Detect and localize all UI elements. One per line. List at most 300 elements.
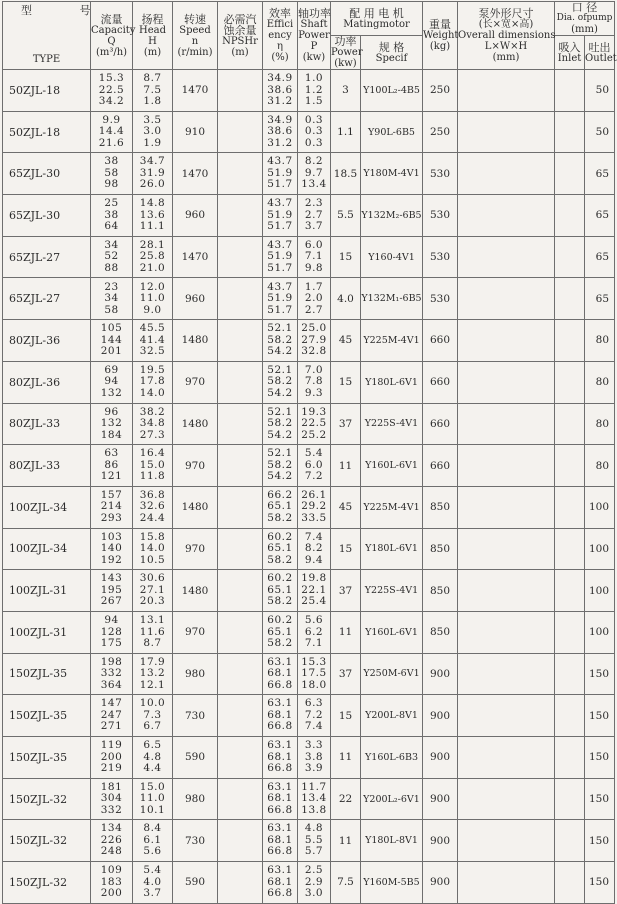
capacity-values bbox=[91, 320, 133, 362]
cell-value: 140 bbox=[100, 542, 123, 555]
cell-value: 183 bbox=[100, 875, 123, 888]
inlet-value bbox=[555, 695, 585, 737]
cell-value: 54.2 bbox=[267, 470, 293, 483]
table-row bbox=[3, 778, 615, 820]
pump-type: 150ZJL-35 bbox=[3, 653, 91, 695]
cell-value: 26.0 bbox=[139, 178, 166, 191]
outlet-value: 150 bbox=[585, 695, 615, 737]
head-values bbox=[133, 445, 173, 487]
weight-value: 660 bbox=[423, 361, 458, 403]
inlet-value bbox=[555, 611, 585, 653]
cell-value: 60.2 bbox=[267, 530, 293, 543]
cell-value: 271 bbox=[100, 720, 123, 733]
header-dimensions: 泵外形尺寸 (长×宽×高) Overall dimensions L×W×H (mm) bbox=[458, 2, 555, 70]
cell-value: 11.6 bbox=[139, 625, 166, 638]
speed-value: 1480 bbox=[173, 486, 218, 528]
speed-value: 970 bbox=[173, 361, 218, 403]
npshr-value bbox=[218, 653, 263, 695]
cell-value: 5.4 bbox=[143, 864, 162, 877]
header-shaft-power: 轴功率 Shaft Power P (kw) bbox=[298, 2, 331, 70]
table-row bbox=[3, 361, 615, 403]
cell-value: 4.4 bbox=[143, 762, 162, 775]
table-row bbox=[3, 445, 615, 487]
speed-value: 1470 bbox=[173, 153, 218, 195]
header-outlet: 吐出 Outlet bbox=[585, 36, 615, 70]
capacity-values bbox=[91, 445, 133, 487]
cell-value: 200 bbox=[100, 750, 123, 763]
cell-value: 0.3 bbox=[304, 125, 324, 138]
shaft-power-values bbox=[298, 445, 331, 487]
speed-value: 1470 bbox=[173, 70, 218, 112]
motor-model-value: Y132M₂-6B5 bbox=[361, 195, 423, 237]
cell-value: 25.8 bbox=[139, 250, 166, 263]
cell-value: 88 bbox=[104, 261, 119, 274]
cell-value: 5.6 bbox=[304, 614, 324, 627]
cell-value: 27.3 bbox=[139, 428, 166, 441]
weight-value: 250 bbox=[423, 70, 458, 112]
cell-value: 22.5 bbox=[301, 417, 327, 430]
capacity-values bbox=[91, 403, 133, 445]
outlet-value: 150 bbox=[585, 653, 615, 695]
cell-value: 13.4 bbox=[301, 792, 327, 805]
dimensions-value bbox=[458, 70, 555, 112]
motor-power-value: 22 bbox=[331, 778, 361, 820]
cell-value: 63.1 bbox=[267, 655, 293, 668]
capacity-values bbox=[91, 528, 133, 570]
header-inlet: 吸入 Inlet bbox=[555, 36, 585, 70]
cell-value: 364 bbox=[100, 678, 123, 691]
outlet-value: 100 bbox=[585, 528, 615, 570]
outlet-value: 100 bbox=[585, 486, 615, 528]
cell-value: 10.5 bbox=[139, 553, 166, 566]
motor-power-value: 5.5 bbox=[331, 195, 361, 237]
header-motor-power: 功率 Power (kw) bbox=[331, 35, 363, 69]
motor-power-value: 11 bbox=[331, 445, 361, 487]
speed-value: 1480 bbox=[173, 570, 218, 612]
head-values bbox=[133, 528, 173, 570]
cell-value: 13.8 bbox=[301, 803, 327, 816]
weight-value: 850 bbox=[423, 486, 458, 528]
shaft-power-values bbox=[298, 695, 331, 737]
pump-type: 150ZJL-32 bbox=[3, 778, 91, 820]
shaft-power-values bbox=[298, 403, 331, 445]
outlet-value: 150 bbox=[585, 778, 615, 820]
cell-value: 5.6 bbox=[143, 845, 162, 858]
inlet-value bbox=[555, 153, 585, 195]
capacity-values bbox=[91, 695, 133, 737]
cell-value: 66.8 bbox=[267, 803, 293, 816]
speed-value: 960 bbox=[173, 278, 218, 320]
cell-value: 58.2 bbox=[267, 595, 293, 608]
weight-value: 900 bbox=[423, 862, 458, 904]
npshr-value bbox=[218, 528, 263, 570]
motor-power-value: 3 bbox=[331, 70, 361, 112]
table-row bbox=[3, 653, 615, 695]
cell-value: 11.1 bbox=[139, 220, 166, 233]
cell-value: 3.7 bbox=[304, 220, 324, 233]
cell-value: 8.7 bbox=[143, 637, 162, 650]
cell-value: 25.2 bbox=[301, 428, 327, 441]
cell-value: 38 bbox=[104, 208, 119, 221]
cell-value: 14.0 bbox=[139, 542, 166, 555]
npshr-value bbox=[218, 570, 263, 612]
outlet-value: 150 bbox=[585, 862, 615, 904]
cell-value: 9.7 bbox=[304, 166, 324, 179]
cell-value: 58.2 bbox=[267, 417, 293, 430]
cell-value: 4.0 bbox=[143, 875, 162, 888]
header-speed: 转速 Speed n (r/min) bbox=[173, 2, 218, 70]
efficiency-values bbox=[263, 403, 298, 445]
cell-value: 63.1 bbox=[267, 864, 293, 877]
pump-type: 65ZJL-30 bbox=[3, 195, 91, 237]
cell-value: 64 bbox=[104, 220, 119, 233]
cell-value: 58.2 bbox=[267, 375, 293, 388]
motor-power-value: 15 bbox=[331, 695, 361, 737]
cell-value: 0.3 bbox=[304, 113, 324, 126]
cell-value: 43.7 bbox=[267, 280, 293, 293]
efficiency-values bbox=[263, 361, 298, 403]
cell-value: 13.6 bbox=[139, 208, 166, 221]
cell-value: 63.1 bbox=[267, 822, 293, 835]
npshr-value bbox=[218, 862, 263, 904]
pump-type: 80ZJL-36 bbox=[3, 320, 91, 362]
shaft-power-values bbox=[298, 570, 331, 612]
cell-value: 68.1 bbox=[267, 708, 293, 721]
cell-value: 45.5 bbox=[139, 322, 166, 335]
cell-value: 31.9 bbox=[139, 166, 166, 179]
motor-power-value: 37 bbox=[331, 403, 361, 445]
cell-value: 43.7 bbox=[267, 155, 293, 168]
cell-value: 27.9 bbox=[301, 333, 327, 346]
header-npshr: 必需汽 蚀余量 NPSHr (m) bbox=[218, 2, 263, 70]
speed-value: 1470 bbox=[173, 236, 218, 278]
head-values bbox=[133, 153, 173, 195]
pump-type: 50ZJL-18 bbox=[3, 70, 91, 112]
cell-value: 34 bbox=[104, 292, 119, 305]
weight-value: 530 bbox=[423, 236, 458, 278]
cell-value: 184 bbox=[100, 428, 123, 441]
cell-value: 60.2 bbox=[267, 614, 293, 627]
cell-value: 28.1 bbox=[139, 238, 166, 251]
cell-value: 6.3 bbox=[304, 697, 324, 710]
pump-type: 150ZJL-32 bbox=[3, 862, 91, 904]
dimensions-value bbox=[458, 862, 555, 904]
cell-value: 51.7 bbox=[267, 220, 293, 233]
efficiency-values bbox=[263, 653, 298, 695]
table-row bbox=[3, 486, 615, 528]
cell-value: 34.2 bbox=[98, 95, 125, 108]
cell-value: 25 bbox=[104, 197, 119, 210]
cell-value: 22.5 bbox=[98, 83, 125, 96]
shaft-power-values bbox=[298, 153, 331, 195]
cell-value: 248 bbox=[100, 845, 123, 858]
cell-value: 103 bbox=[100, 530, 123, 543]
cell-value: 38.6 bbox=[267, 125, 293, 138]
npshr-value bbox=[218, 361, 263, 403]
motor-model-value: Y160L-6B3 bbox=[361, 737, 423, 779]
capacity-values bbox=[91, 236, 133, 278]
outlet-value: 150 bbox=[585, 737, 615, 779]
header-type bbox=[3, 2, 113, 70]
cell-value: 14.8 bbox=[139, 197, 166, 210]
cell-value: 5.7 bbox=[304, 845, 324, 858]
cell-value: 8.4 bbox=[143, 822, 162, 835]
pump-type: 100ZJL-34 bbox=[3, 528, 91, 570]
cell-value: 51.7 bbox=[267, 178, 293, 191]
cell-value: 7.0 bbox=[304, 363, 324, 376]
inlet-value bbox=[555, 70, 585, 112]
inlet-value bbox=[555, 486, 585, 528]
shaft-power-values bbox=[298, 361, 331, 403]
cell-value: 58.2 bbox=[267, 553, 293, 566]
cell-value: 9.9 bbox=[102, 113, 121, 126]
capacity-values bbox=[91, 820, 133, 862]
inlet-value bbox=[555, 820, 585, 862]
motor-power-value: 18.5 bbox=[331, 153, 361, 195]
cell-value: 2.7 bbox=[304, 208, 324, 221]
cell-value: 65.1 bbox=[267, 500, 293, 513]
cell-value: 98 bbox=[104, 178, 119, 191]
cell-value: 219 bbox=[100, 762, 123, 775]
outlet-value: 80 bbox=[585, 361, 615, 403]
cell-value: 17.9 bbox=[139, 655, 166, 668]
cell-value: 24.4 bbox=[139, 511, 166, 524]
dimensions-value bbox=[458, 570, 555, 612]
capacity-values bbox=[91, 278, 133, 320]
cell-value: 69 bbox=[104, 363, 119, 376]
motor-model-value: Y180L-6V1 bbox=[361, 361, 423, 403]
cell-value: 10.0 bbox=[139, 697, 166, 710]
capacity-values bbox=[91, 153, 133, 195]
motor-model-value: Y160M-5B5 bbox=[361, 862, 423, 904]
cell-value: 6.7 bbox=[143, 720, 162, 733]
cell-value: 1.7 bbox=[304, 280, 324, 293]
cell-value: 58 bbox=[104, 303, 119, 316]
cell-value: 6.2 bbox=[304, 625, 324, 638]
cell-value: 200 bbox=[100, 887, 123, 900]
efficiency-values bbox=[263, 737, 298, 779]
inlet-value bbox=[555, 570, 585, 612]
outlet-value: 65 bbox=[585, 153, 615, 195]
head-values bbox=[133, 611, 173, 653]
inlet-value bbox=[555, 778, 585, 820]
cell-value: 9.3 bbox=[304, 386, 324, 399]
npshr-value bbox=[218, 737, 263, 779]
header-motor: 配 用 电 机 Matingmotor bbox=[331, 2, 423, 36]
speed-value: 970 bbox=[173, 445, 218, 487]
speed-value: 980 bbox=[173, 778, 218, 820]
cell-value: 8.7 bbox=[143, 72, 162, 85]
cell-value: 11.0 bbox=[139, 292, 166, 305]
motor-model-value: Y225M-4V1 bbox=[361, 320, 423, 362]
efficiency-values bbox=[263, 111, 298, 153]
cell-value: 34.9 bbox=[267, 113, 293, 126]
efficiency-values bbox=[263, 320, 298, 362]
motor-model-value: Y225S-4V1 bbox=[361, 403, 423, 445]
weight-value: 850 bbox=[423, 611, 458, 653]
npshr-value bbox=[218, 778, 263, 820]
weight-value: 530 bbox=[423, 278, 458, 320]
cell-value: 267 bbox=[100, 595, 123, 608]
npshr-value bbox=[218, 278, 263, 320]
speed-value: 910 bbox=[173, 111, 218, 153]
cell-value: 0.3 bbox=[304, 136, 324, 149]
cell-value: 7.8 bbox=[304, 375, 324, 388]
cell-value: 121 bbox=[100, 470, 123, 483]
speed-value: 1480 bbox=[173, 403, 218, 445]
pump-type: 80ZJL-33 bbox=[3, 445, 91, 487]
weight-value: 530 bbox=[423, 153, 458, 195]
head-values bbox=[133, 320, 173, 362]
motor-power-value: 1.1 bbox=[331, 111, 361, 153]
cell-value: 14.4 bbox=[98, 125, 125, 138]
inlet-value bbox=[555, 445, 585, 487]
cell-value: 144 bbox=[100, 333, 123, 346]
head-values bbox=[133, 195, 173, 237]
cell-value: 18.0 bbox=[301, 678, 327, 691]
cell-value: 65.1 bbox=[267, 542, 293, 555]
shaft-power-values bbox=[298, 653, 331, 695]
shaft-power-values bbox=[298, 528, 331, 570]
cell-value: 23 bbox=[104, 280, 119, 293]
cell-value: 9.4 bbox=[304, 553, 324, 566]
dimensions-value bbox=[458, 445, 555, 487]
cell-value: 68.1 bbox=[267, 833, 293, 846]
motor-power-value: 45 bbox=[331, 486, 361, 528]
outlet-value: 100 bbox=[585, 570, 615, 612]
capacity-values bbox=[91, 862, 133, 904]
table-row bbox=[3, 236, 615, 278]
outlet-value: 50 bbox=[585, 111, 615, 153]
cell-value: 293 bbox=[100, 511, 123, 524]
cell-value: 68.1 bbox=[267, 750, 293, 763]
cell-value: 63.1 bbox=[267, 697, 293, 710]
cell-value: 66.2 bbox=[267, 488, 293, 501]
cell-value: 6.1 bbox=[143, 833, 162, 846]
cell-value: 63.1 bbox=[267, 780, 293, 793]
speed-value: 730 bbox=[173, 695, 218, 737]
cell-value: 68.1 bbox=[267, 792, 293, 805]
cell-value: 15.3 bbox=[301, 655, 327, 668]
table-row bbox=[3, 278, 615, 320]
motor-model-value: Y160-4V1 bbox=[361, 236, 423, 278]
cell-value: 157 bbox=[100, 488, 123, 501]
cell-value: 66.8 bbox=[267, 720, 293, 733]
cell-value: 33.5 bbox=[301, 511, 327, 524]
table-body bbox=[3, 70, 615, 904]
cell-value: 1.8 bbox=[143, 95, 162, 108]
cell-value: 38 bbox=[104, 155, 119, 168]
outlet-value: 50 bbox=[585, 70, 615, 112]
dimensions-value bbox=[458, 528, 555, 570]
head-values bbox=[133, 278, 173, 320]
outlet-value: 65 bbox=[585, 195, 615, 237]
outlet-value: 150 bbox=[585, 820, 615, 862]
cell-value: 175 bbox=[100, 637, 123, 650]
cell-value: 32.6 bbox=[139, 500, 166, 513]
table-row bbox=[3, 320, 615, 362]
cell-value: 132 bbox=[100, 417, 123, 430]
cell-value: 201 bbox=[100, 345, 123, 358]
cell-value: 51.9 bbox=[267, 208, 293, 221]
efficiency-values bbox=[263, 195, 298, 237]
cell-value: 3.3 bbox=[304, 739, 324, 752]
cell-value: 1.9 bbox=[143, 136, 162, 149]
npshr-value bbox=[218, 153, 263, 195]
dimensions-value bbox=[458, 195, 555, 237]
outlet-value: 80 bbox=[585, 320, 615, 362]
motor-model-value: Y225S-4V1 bbox=[361, 570, 423, 612]
cell-value: 36.8 bbox=[139, 488, 166, 501]
motor-power-value: 15 bbox=[331, 236, 361, 278]
cell-value: 4.8 bbox=[304, 822, 324, 835]
head-values bbox=[133, 70, 173, 112]
cell-value: 58.2 bbox=[267, 637, 293, 650]
cell-value: 2.7 bbox=[304, 303, 324, 316]
cell-value: 7.2 bbox=[304, 708, 324, 721]
head-values bbox=[133, 570, 173, 612]
cell-value: 15.0 bbox=[139, 458, 166, 471]
capacity-values bbox=[91, 778, 133, 820]
cell-value: 3.7 bbox=[143, 887, 162, 900]
inlet-value bbox=[555, 278, 585, 320]
shaft-power-values bbox=[298, 236, 331, 278]
cell-value: 17.8 bbox=[139, 375, 166, 388]
dimensions-value bbox=[458, 611, 555, 653]
inlet-value bbox=[555, 111, 585, 153]
cell-value: 29.2 bbox=[301, 500, 327, 513]
cell-value: 1.2 bbox=[304, 83, 324, 96]
cell-value: 7.4 bbox=[304, 720, 324, 733]
shaft-power-values bbox=[298, 195, 331, 237]
dimensions-value bbox=[458, 695, 555, 737]
cell-value: 34 bbox=[104, 238, 119, 251]
efficiency-values bbox=[263, 70, 298, 112]
cell-value: 105 bbox=[100, 322, 123, 335]
cell-value: 30.6 bbox=[139, 572, 166, 585]
motor-power-value: 45 bbox=[331, 320, 361, 362]
npshr-value bbox=[218, 403, 263, 445]
npshr-value bbox=[218, 111, 263, 153]
cell-value: 51.7 bbox=[267, 261, 293, 274]
pump-spec-table bbox=[2, 1, 615, 904]
inlet-value bbox=[555, 361, 585, 403]
pump-type: 100ZJL-34 bbox=[3, 486, 91, 528]
cell-value: 15.3 bbox=[98, 72, 125, 85]
cell-value: 19.3 bbox=[301, 405, 327, 418]
npshr-value bbox=[218, 320, 263, 362]
cell-value: 1.0 bbox=[304, 72, 324, 85]
table-header bbox=[3, 2, 615, 70]
cell-value: 7.1 bbox=[304, 250, 324, 263]
cell-value: 2.0 bbox=[304, 292, 324, 305]
motor-power-value: 15 bbox=[331, 361, 361, 403]
cell-value: 26.1 bbox=[301, 488, 327, 501]
outlet-value: 100 bbox=[585, 611, 615, 653]
cell-value: 86 bbox=[104, 458, 119, 471]
head-values bbox=[133, 111, 173, 153]
cell-value: 21.0 bbox=[139, 261, 166, 274]
dimensions-value bbox=[458, 778, 555, 820]
cell-value: 52.1 bbox=[267, 405, 293, 418]
weight-value: 900 bbox=[423, 737, 458, 779]
cell-value: 9.0 bbox=[143, 303, 162, 316]
dimensions-value bbox=[458, 361, 555, 403]
capacity-values bbox=[91, 570, 133, 612]
cell-value: 8.2 bbox=[304, 542, 324, 555]
shaft-power-values bbox=[298, 486, 331, 528]
motor-power-value: 7.5 bbox=[331, 862, 361, 904]
